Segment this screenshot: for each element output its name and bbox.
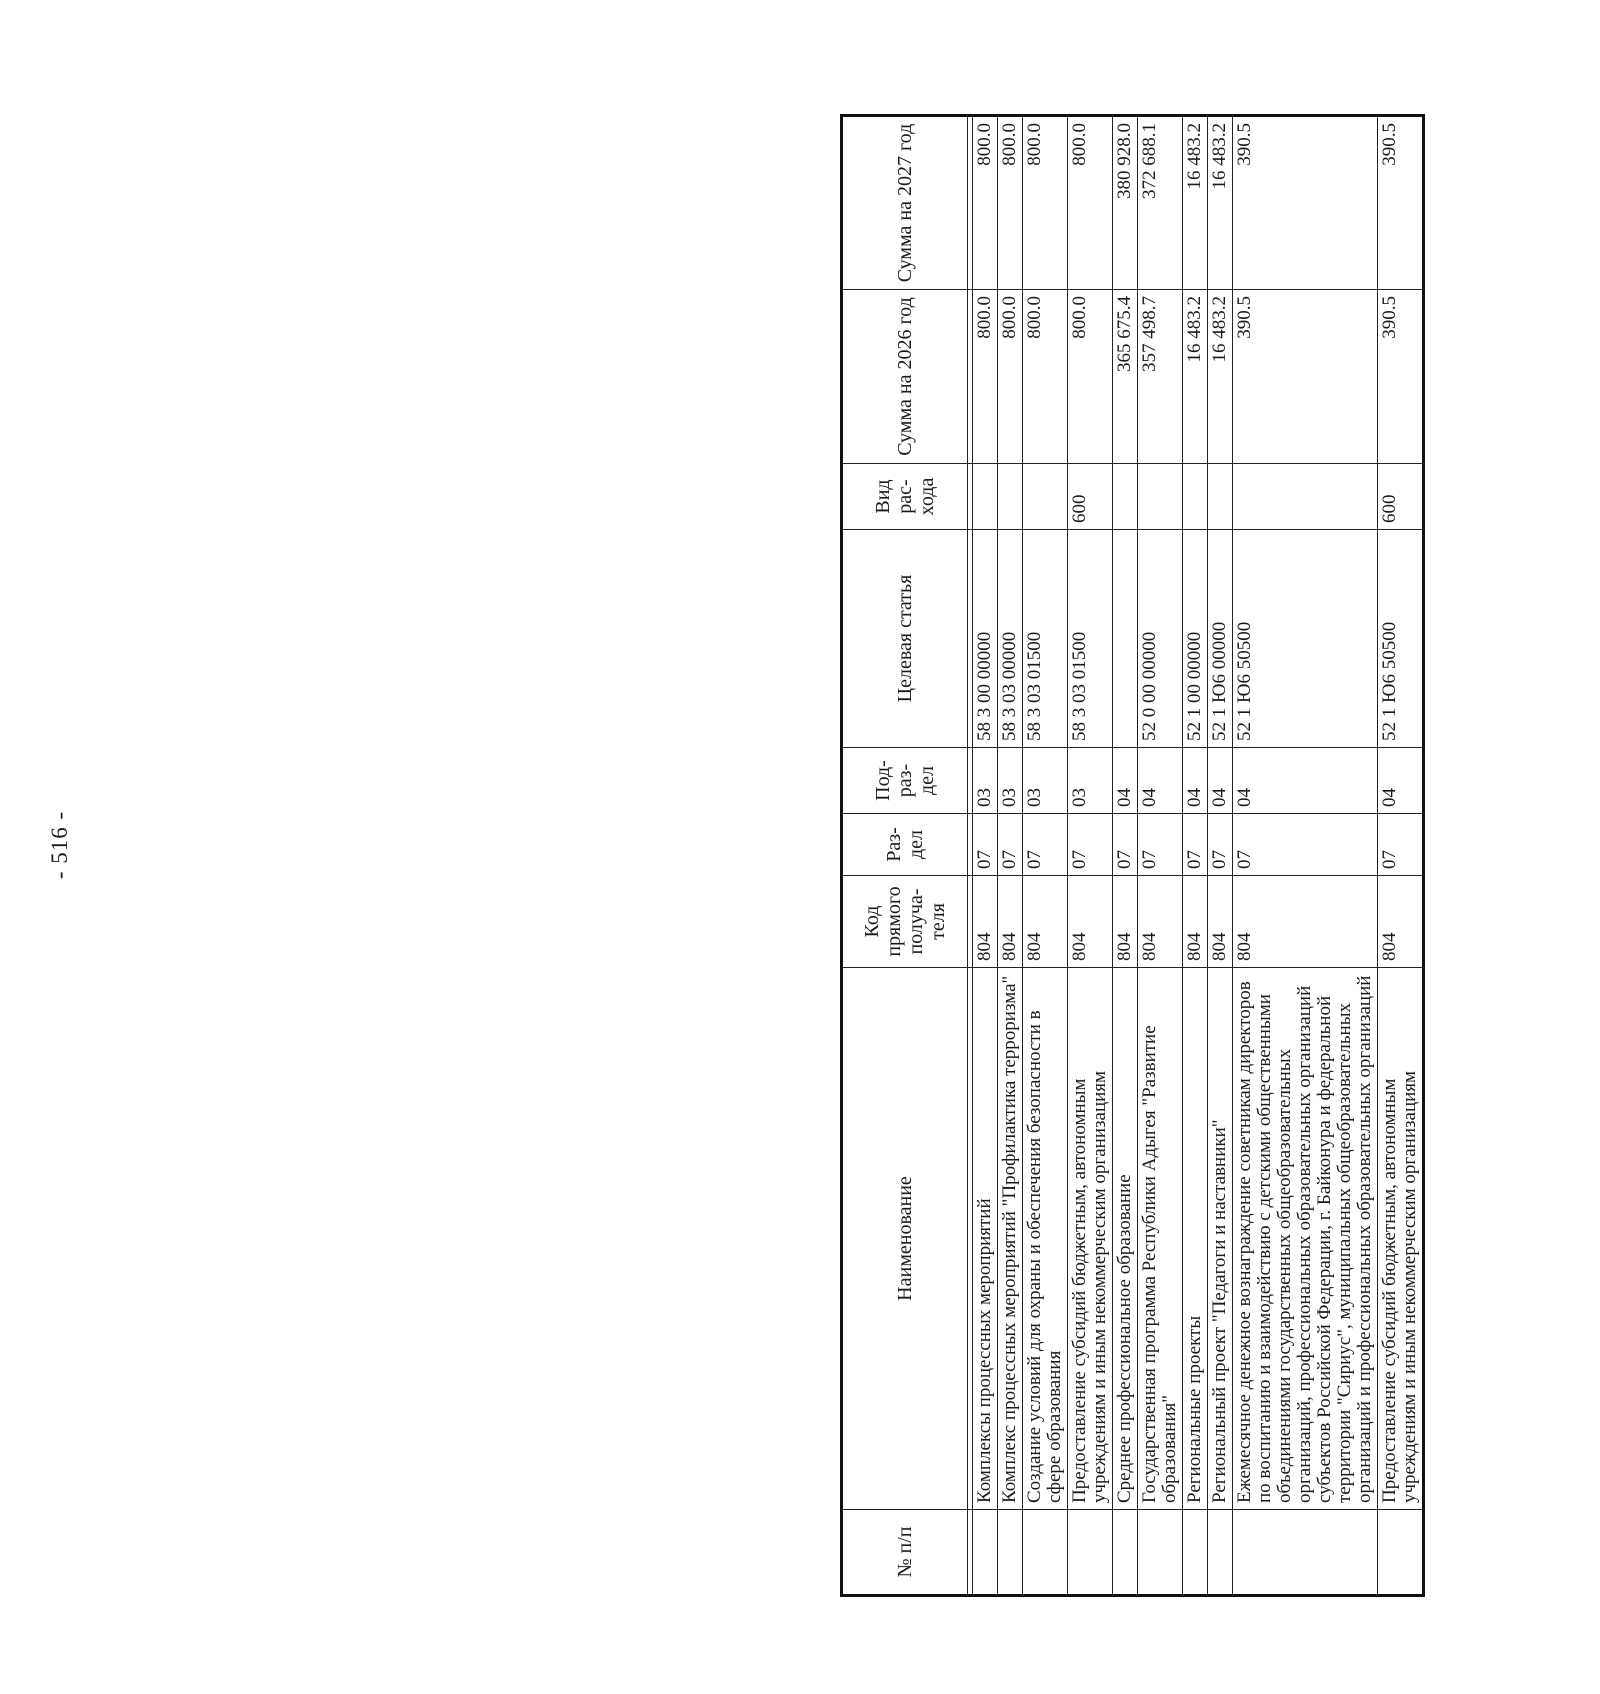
cell-section: 07 (1208, 814, 1233, 876)
table-row (1233, 116, 1378, 1596)
cell-target: 52 0 00 00000 (1138, 530, 1183, 748)
budget-table (840, 114, 1425, 1597)
header-subsection: Под- раз- дел (842, 748, 968, 814)
cell-subsection: 04 (1138, 748, 1183, 814)
cell-target: 58 3 03 01500 (1023, 530, 1068, 748)
cell-target (1113, 530, 1138, 748)
cell-subsection: 04 (1183, 748, 1208, 814)
cell-expense (1183, 464, 1208, 530)
header-2026: Сумма на 2026 год (842, 290, 968, 464)
table-row (998, 116, 1023, 1596)
cell-name: Региональные проекты (1183, 968, 1208, 1510)
cell-recipient: 804 (1068, 876, 1113, 968)
cell-num (1138, 1510, 1183, 1596)
cell-sum-2027: 800.0 (1068, 116, 1113, 290)
table-row (1113, 116, 1138, 1596)
cell-expense (973, 464, 998, 530)
cell-section: 07 (1378, 814, 1424, 876)
cell-name: Региональный проект "Педагоги и наставники" (1208, 968, 1233, 1510)
header-recipient: Код прямого получа- теля (842, 876, 968, 968)
header-name: Наименование (842, 968, 968, 1510)
cell-sum-2026: 800.0 (998, 290, 1023, 464)
table-row (1138, 116, 1183, 1596)
cell-sum-2026: 800.0 (973, 290, 998, 464)
cell-subsection: 04 (1378, 748, 1424, 814)
cell-num (1183, 1510, 1208, 1596)
cell-recipient: 804 (1208, 876, 1233, 968)
cell-sum-2027: 16 483.2 (1208, 116, 1233, 290)
table-row (1183, 116, 1208, 1596)
cell-num (973, 1510, 998, 1596)
cell-sum-2026: 390.5 (1378, 290, 1424, 464)
cell-recipient: 804 (1378, 876, 1424, 968)
cell-name: Ежемесячное денежное вознаграждение советникам директоров по воспитанию и взаимодействию с детскими общественными объединениями государственных общеобразовательных организаций, профессиональных образовательных организаций субъектов Российской Федерации, г. Байконура и федеральной территории "Сириус", муниципальных общеобразовательных организаций и профессиональных образовательных организаций (1233, 968, 1378, 1510)
cell-expense (1138, 464, 1183, 530)
cell-expense: 600 (1378, 464, 1424, 530)
cell-section: 07 (1138, 814, 1183, 876)
cell-sum-2026: 16 483.2 (1208, 290, 1233, 464)
cell-sum-2026: 365 675.4 (1113, 290, 1138, 464)
cell-name: Создание условий для охраны и обеспечения безопасности в сфере образования (1023, 968, 1068, 1510)
cell-target: 52 1 Ю6 50500 (1378, 530, 1424, 748)
cell-target: 58 3 03 00000 (998, 530, 1023, 748)
header-row (842, 116, 968, 1596)
cell-subsection: 04 (1113, 748, 1138, 814)
cell-section: 07 (1068, 814, 1113, 876)
table-body (968, 116, 1424, 1596)
header-target: Целевая статья (842, 530, 968, 748)
cell-target: 52 1 Ю6 00000 (1208, 530, 1233, 748)
cell-recipient: 804 (1233, 876, 1378, 968)
rotated-table-container (840, 117, 1600, 1597)
cell-name: Комплексы процессных мероприятий (973, 968, 998, 1510)
cell-sum-2026: 800.0 (1068, 290, 1113, 464)
cell-subsection: 04 (1233, 748, 1378, 814)
table-row (1378, 116, 1424, 1596)
cell-recipient: 804 (1183, 876, 1208, 968)
cell-subsection: 03 (998, 748, 1023, 814)
cell-section: 07 (998, 814, 1023, 876)
cell-sum-2027: 390.5 (1378, 116, 1424, 290)
cell-sum-2027: 16 483.2 (1183, 116, 1208, 290)
cell-name: Среднее профессиональное образование (1113, 968, 1138, 1510)
cell-sum-2026: 390.5 (1233, 290, 1378, 464)
cell-subsection: 03 (973, 748, 998, 814)
header-section: Раз- дел (842, 814, 968, 876)
table-row (1208, 116, 1233, 1596)
cell-name: Государственная программа Республики Адыгея "Развитие образования" (1138, 968, 1183, 1510)
cell-num (1233, 1510, 1378, 1596)
cell-section: 07 (1113, 814, 1138, 876)
header-expense: Вид рас- хода (842, 464, 968, 530)
page-number: - 516 - (47, 810, 72, 880)
cell-sum-2026: 357 498.7 (1138, 290, 1183, 464)
cell-subsection: 03 (1068, 748, 1113, 814)
cell-num (1208, 1510, 1233, 1596)
cell-recipient: 804 (973, 876, 998, 968)
cell-section: 07 (973, 814, 998, 876)
cell-section: 07 (1023, 814, 1068, 876)
cell-subsection: 03 (1023, 748, 1068, 814)
cell-name: Комплекс процессных мероприятий "Профилактика терроризма" (998, 968, 1023, 1510)
cell-expense (1113, 464, 1138, 530)
cell-sum-2027: 800.0 (973, 116, 998, 290)
cell-section: 07 (1233, 814, 1378, 876)
cell-expense (998, 464, 1023, 530)
cell-sum-2026: 800.0 (1023, 290, 1068, 464)
cell-target: 52 1 00 00000 (1183, 530, 1208, 748)
cell-expense: 600 (1068, 464, 1113, 530)
cell-num (1023, 1510, 1068, 1596)
header-num: № п/п (842, 1510, 968, 1596)
cell-sum-2027: 800.0 (998, 116, 1023, 290)
cell-recipient: 804 (1113, 876, 1138, 968)
cell-num (1113, 1510, 1138, 1596)
cell-name: Предоставление субсидий бюджетным, автономным учреждениям и иным некоммерческим организациям (1068, 968, 1113, 1510)
cell-num (1378, 1510, 1424, 1596)
cell-sum-2027: 390.5 (1233, 116, 1378, 290)
table-row (973, 116, 998, 1596)
cell-sum-2027: 380 928.0 (1113, 116, 1138, 290)
cell-num (998, 1510, 1023, 1596)
cell-num (1068, 1510, 1113, 1596)
cell-section: 07 (1183, 814, 1208, 876)
cell-recipient: 804 (1138, 876, 1183, 968)
cell-sum-2027: 800.0 (1023, 116, 1068, 290)
cell-expense (1208, 464, 1233, 530)
cell-expense (1023, 464, 1068, 530)
table-row (1068, 116, 1113, 1596)
cell-target: 52 1 Ю6 50500 (1233, 530, 1378, 748)
cell-target: 58 3 03 01500 (1068, 530, 1113, 748)
cell-sum-2026: 16 483.2 (1183, 290, 1208, 464)
header-2027: Сумма на 2027 год (842, 116, 968, 290)
cell-recipient: 804 (998, 876, 1023, 968)
cell-expense (1233, 464, 1378, 530)
cell-sum-2027: 372 688.1 (1138, 116, 1183, 290)
table-row (1023, 116, 1068, 1596)
cell-target: 58 3 00 00000 (973, 530, 998, 748)
cell-recipient: 804 (1023, 876, 1068, 968)
cell-name: Предоставление субсидий бюджетным, автономным учреждениям и иным некоммерческим организациям (1378, 968, 1424, 1510)
cell-subsection: 04 (1208, 748, 1233, 814)
